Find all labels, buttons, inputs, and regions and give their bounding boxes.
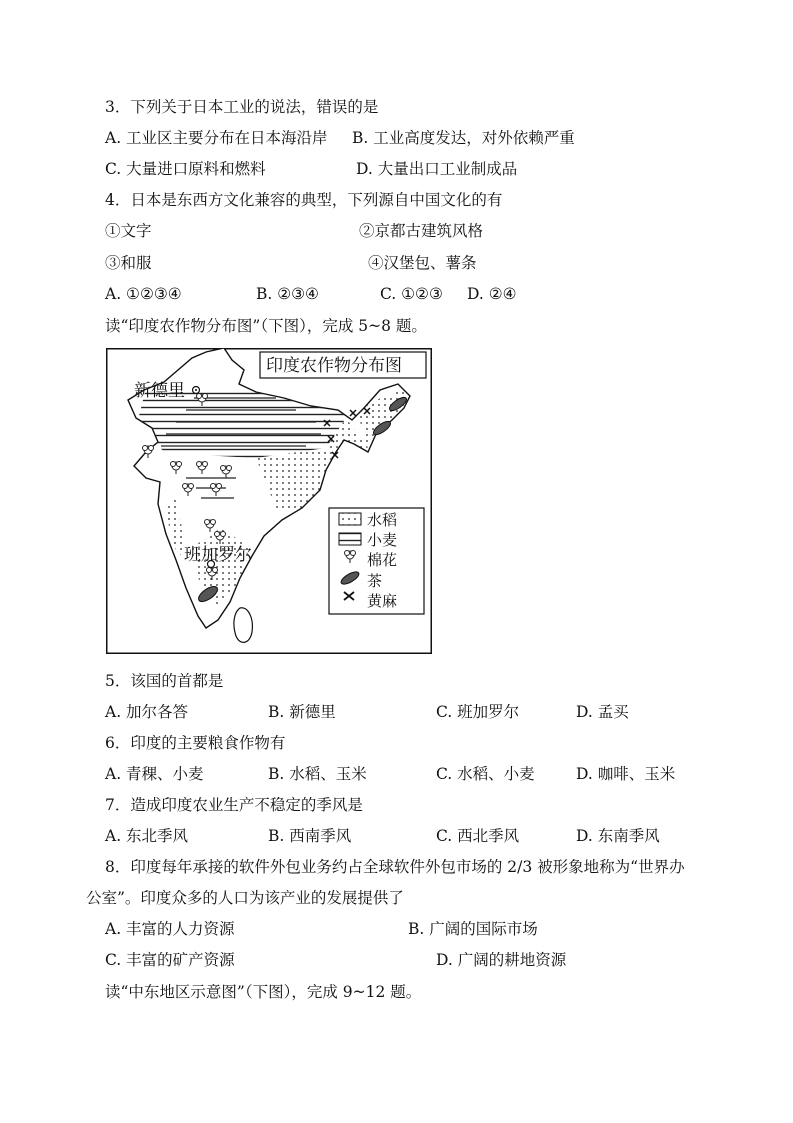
- legend-label-rice: 水稻: [367, 511, 398, 529]
- q4-item-3: ③和服: [105, 254, 152, 272]
- q4-option-d: D. ②④: [467, 285, 517, 303]
- q6-option-a: A. 青稞、小麦: [105, 765, 204, 783]
- legend-label-jute: 黄麻: [367, 592, 398, 610]
- q8-option-d: D. 广阔的耕地资源: [436, 951, 567, 969]
- q3-option-b: B. 工业高度发达，对外依赖严重: [352, 129, 575, 147]
- q5-option-d: D. 孟买: [576, 703, 629, 721]
- q7-stem: 7．造成印度农业生产不稳定的季风是: [105, 796, 363, 814]
- map-title: 印度农作物分布图: [266, 356, 402, 376]
- q5-stem: 5．该国的首都是: [105, 672, 224, 690]
- q4-option-c: C. ①②③: [380, 285, 443, 303]
- q8-stem-line-1: 8．印度每年承接的软件外包业务约占全球软件外包市场的 2/3 被形象地称为“世界办: [105, 858, 685, 876]
- q5-option-b: B. 新德里: [268, 703, 336, 721]
- q3-stem: 3．下列关于日本工业的说法，错误的是: [105, 98, 379, 116]
- q6-stem: 6．印度的主要粮食作物有: [105, 734, 286, 752]
- q4-item-2: ②京都古建筑风格: [359, 222, 484, 240]
- q7-option-b: B. 西南季风: [268, 827, 352, 845]
- q4-item-4: ④汉堡包、薯条: [368, 254, 477, 272]
- city-bangalore-label: 班加罗尔: [184, 545, 252, 565]
- legend-label-cotton: 棉花: [367, 551, 398, 569]
- q3-option-a: A. 工业区主要分布在日本海沿岸: [105, 129, 328, 147]
- intro-india: 读“印度农作物分布图”（下图），完成 5~8 题。: [105, 317, 427, 335]
- q8-option-b: B. 广阔的国际市场: [408, 920, 538, 938]
- intro-mideast: 读“中东地区示意图”（下图），完成 9~12 题。: [105, 983, 422, 1001]
- q5-option-a: A. 加尔各答: [105, 703, 189, 721]
- q6-option-c: C. 水稻、小麦: [436, 765, 535, 783]
- q7-option-a: A. 东北季风: [105, 827, 189, 845]
- sri-lanka-outline: [234, 608, 252, 643]
- q6-option-b: B. 水稻、玉米: [268, 765, 367, 783]
- q6-option-d: D. 咖啡、玉米: [576, 765, 676, 783]
- q5-option-c: C. 班加罗尔: [436, 703, 520, 721]
- q8-option-c: C. 丰富的矿产资源: [105, 951, 235, 969]
- q4-item-1: ①文字: [105, 222, 152, 240]
- india-crop-map: [106, 348, 432, 654]
- q4-stem: 4．日本是东西方文化兼容的典型，下列源自中国文化的有: [105, 191, 503, 209]
- legend-label-tea: 茶: [367, 572, 383, 590]
- q7-option-c: C. 西北季风: [436, 827, 520, 845]
- map-legend: [329, 508, 424, 614]
- q8-stem-line-2: 公室”。印度众多的人口为该产业的发展提供了: [86, 889, 404, 907]
- city-new-delhi-label: 新德里: [134, 381, 185, 401]
- q3-option-c: C. 大量进口原料和燃料: [105, 160, 266, 178]
- new-delhi-dot: [195, 389, 197, 391]
- q8-option-a: A. 丰富的人力资源: [105, 920, 235, 938]
- rice-pattern-icon: [339, 513, 361, 525]
- wheat-pattern-icon: [339, 533, 361, 545]
- q7-option-d: D. 东南季风: [576, 827, 660, 845]
- q4-option-a: A. ①②③④: [105, 285, 182, 303]
- q4-option-b: B. ②③④: [256, 285, 319, 303]
- legend-label-wheat: 小麦: [367, 531, 398, 549]
- q3-option-d: D. 大量出口工业制成品: [356, 160, 518, 178]
